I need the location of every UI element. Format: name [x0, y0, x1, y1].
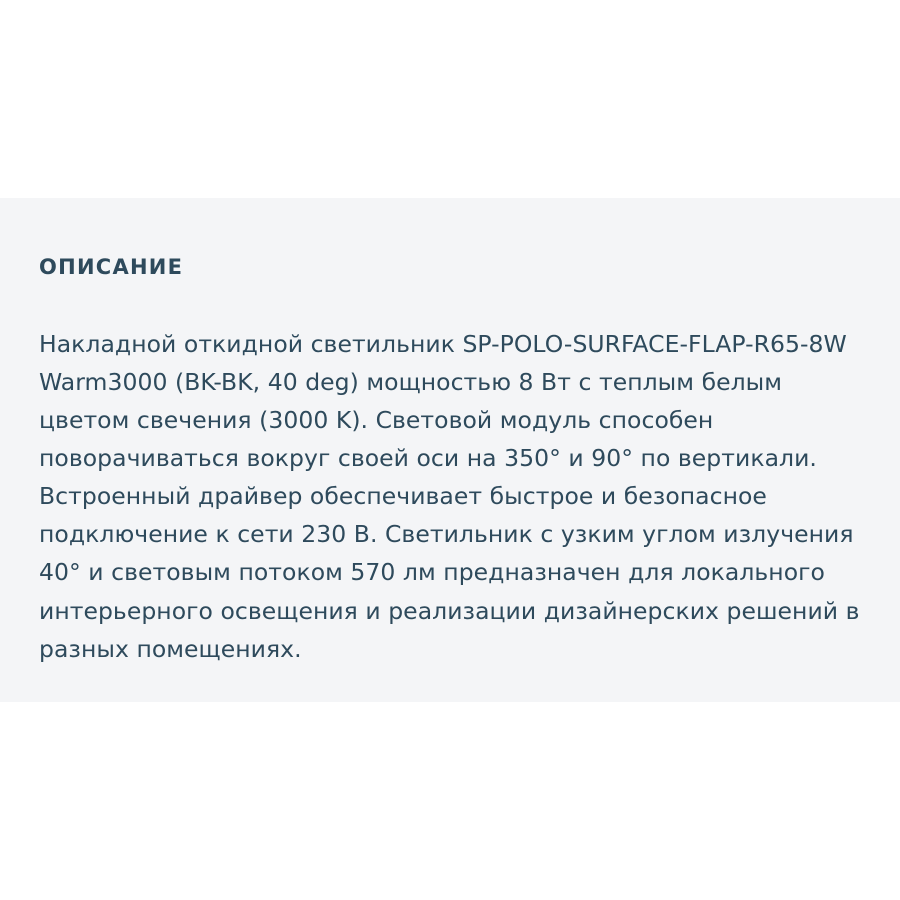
description-text: Накладной откидной светильник SP-POLO-SURFACE-FLAP-R65-8W Warm3000 (BK-BK, 40 deg) мощностью 8 Вт с теплым белым цветом свечения (3000 K). Световой модуль способен поворачиваться вокруг своей оси на 350° и 90° по вертикали. Встроенный драйвер обеспечивает быстрое и безопасное подключение к сети 230 В. Светильник с узким углом излучения 40° и световым потоком 570 лм предназначен для локального интерьерного освещения и реализации дизайнерских решений в разных помещениях. — [39, 330, 860, 663]
page-title: ОПИСАНИЕ — [39, 255, 184, 279]
description-panel — [0, 198, 900, 702]
